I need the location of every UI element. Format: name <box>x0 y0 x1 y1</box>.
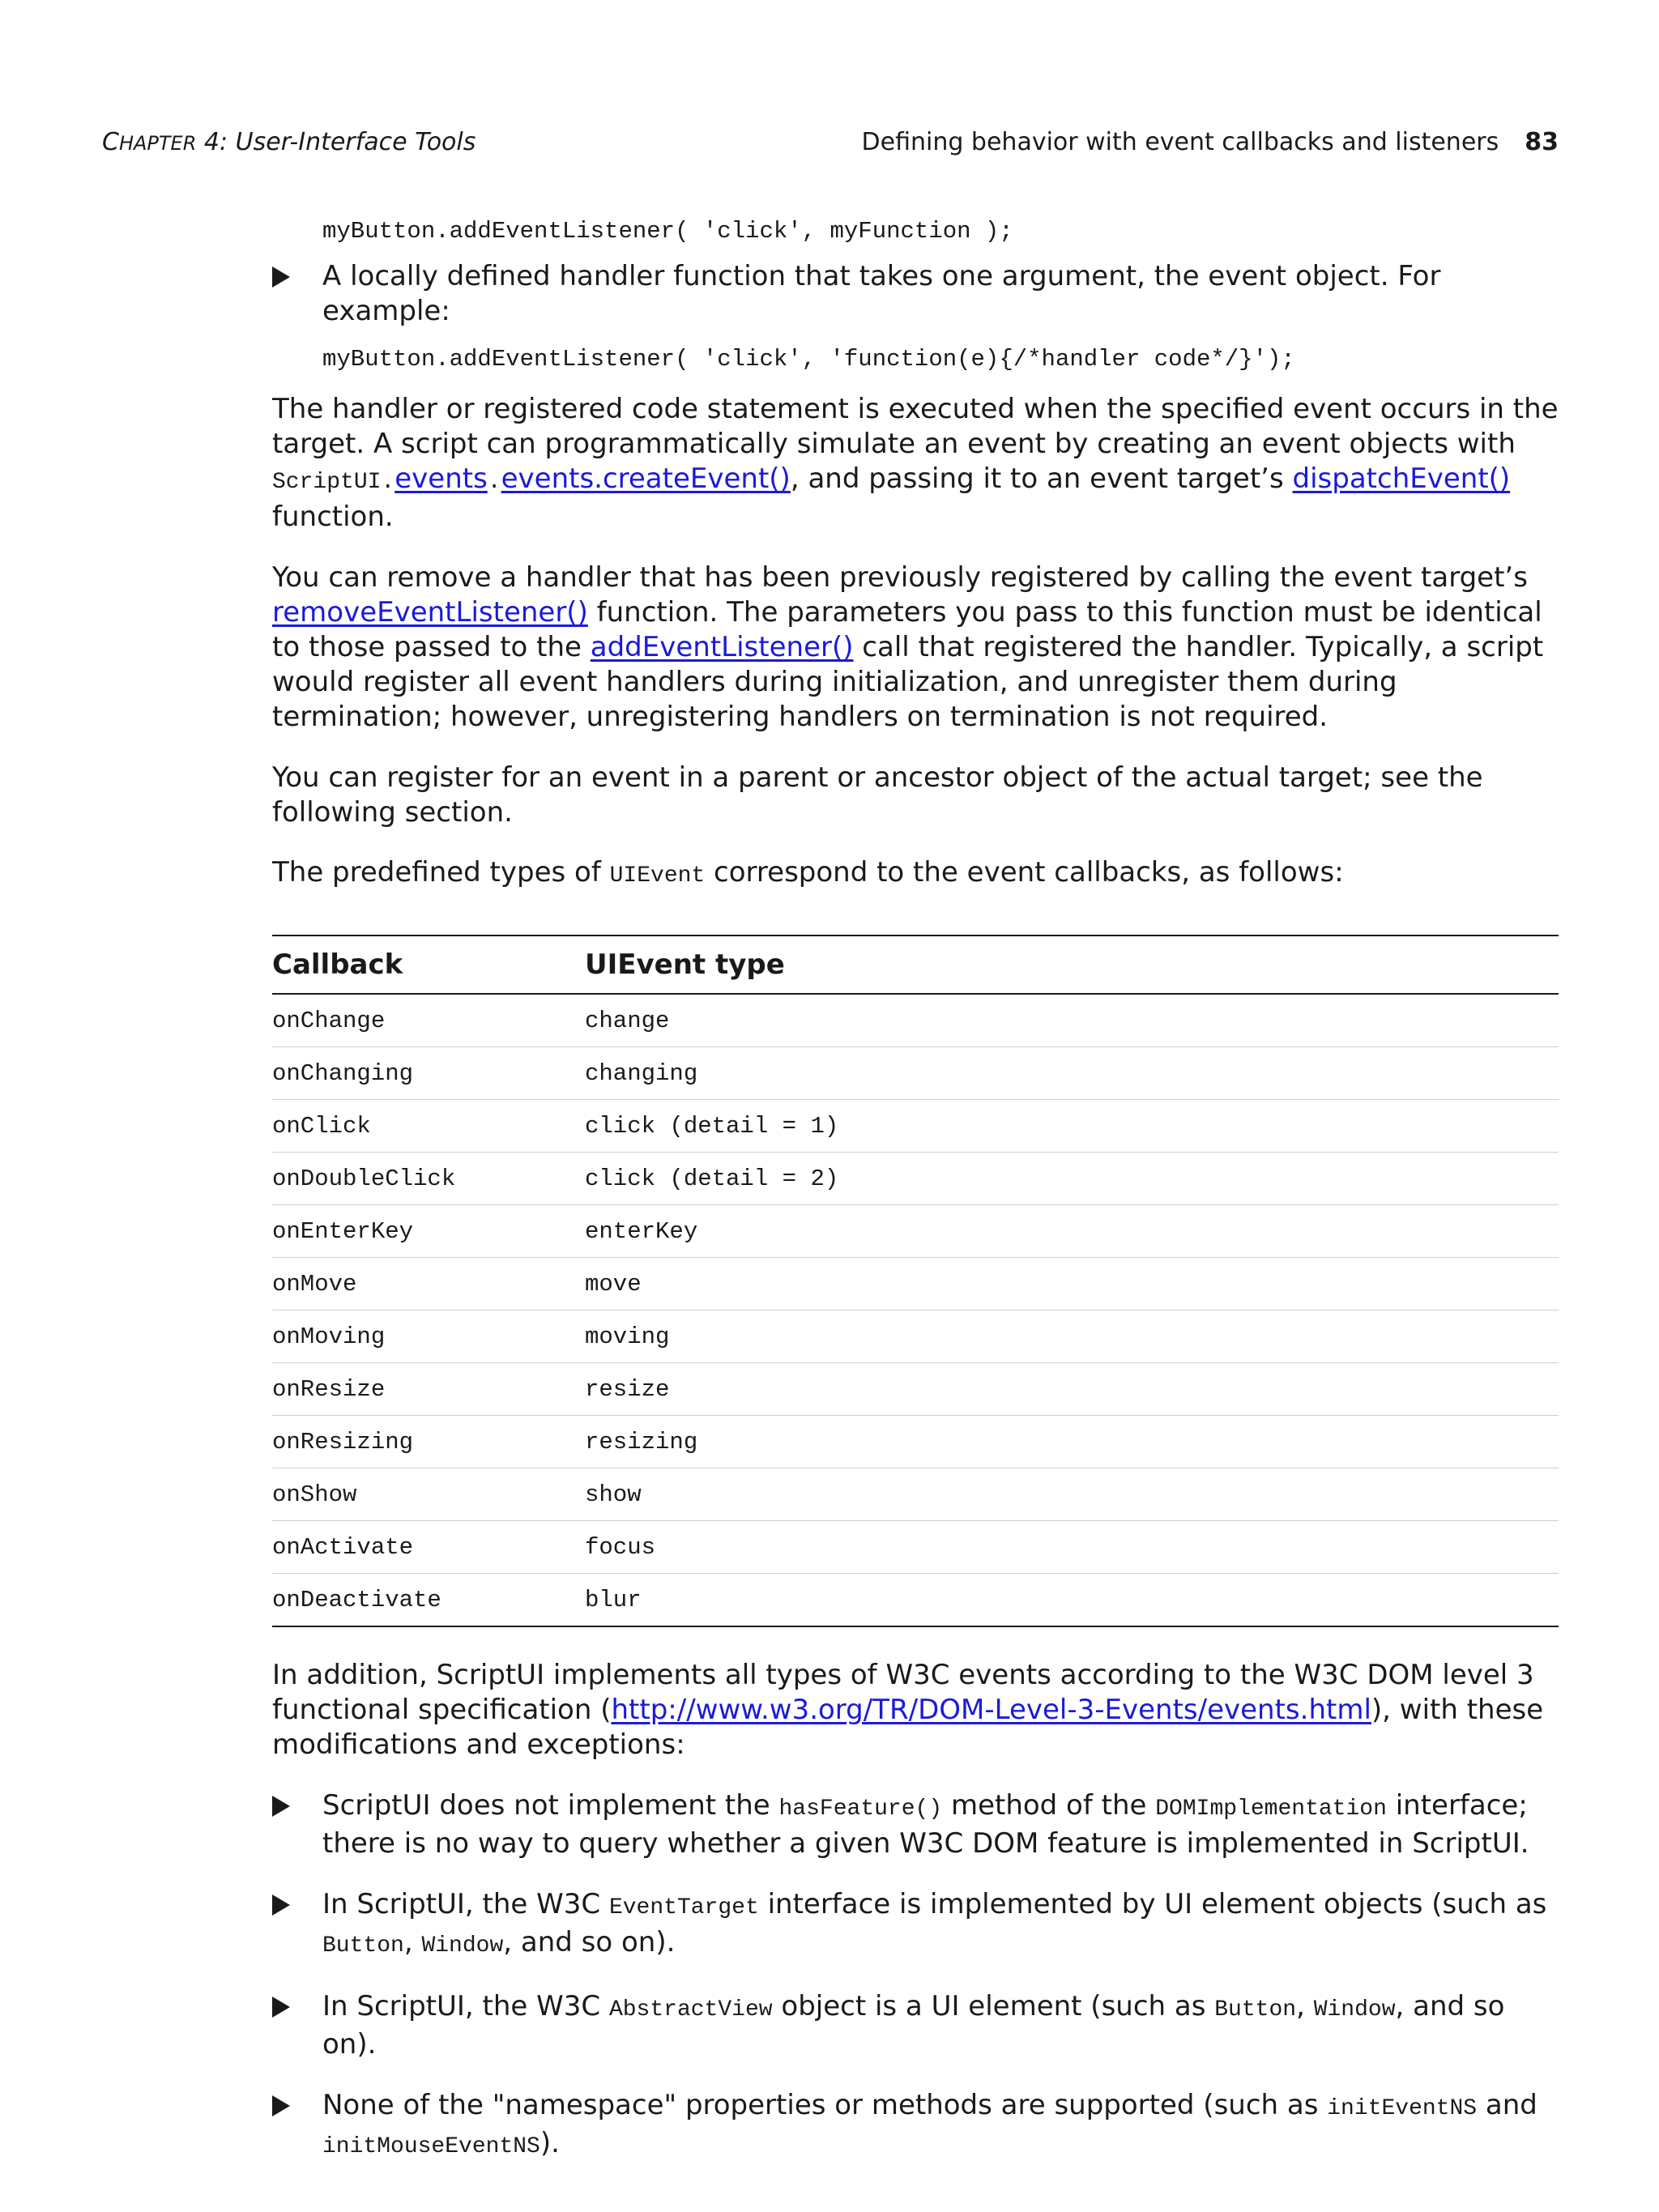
text: In addition, ScriptUI implements all types of W3C events according to the W3C DOM level 3 functional specification ( <box>272 1659 1534 1726</box>
paragraph-w3c <box>272 1658 1559 1762</box>
inline-code: ScriptUI <box>272 470 382 495</box>
inline-code-dot: . <box>487 470 501 495</box>
chapter-small-caps: HAPTER <box>118 132 197 155</box>
bullet-triangle-icon <box>272 1997 290 2018</box>
text: interface; there is no way to query whether a given W3C DOM feature is implemented in ScriptUI. <box>322 1789 1529 1860</box>
table-row <box>272 1311 1559 1363</box>
callback-cell: onChanging <box>272 1047 585 1100</box>
text: function. <box>272 501 394 533</box>
chapter-rest: 4: User-Interface Tools <box>196 128 476 156</box>
text: , <box>1296 1990 1314 2022</box>
table-row <box>272 994 1559 1047</box>
text: correspond to the event callbacks, as follows: <box>705 856 1344 889</box>
event-type-cell: show <box>585 1468 1559 1521</box>
header-right <box>862 128 1559 156</box>
create-event-link[interactable]: events.createEvent() <box>501 462 791 495</box>
event-type-cell: click (detail = 2) <box>585 1153 1559 1205</box>
text: object is a UI element (such as <box>772 1990 1215 2022</box>
text: ), with these modifications and exceptions: <box>272 1694 1544 1761</box>
callback-cell: onShow <box>272 1468 585 1521</box>
text: In ScriptUI, the W3C <box>322 1888 609 1920</box>
chapter-title <box>102 128 476 156</box>
table-row <box>272 1521 1559 1574</box>
event-type-cell: changing <box>585 1047 1559 1100</box>
bullet-item <box>272 1788 1559 1861</box>
inline-code: AbstractView <box>608 1997 773 2022</box>
text: method of the <box>942 1789 1156 1822</box>
paragraph-remove <box>272 560 1559 735</box>
event-type-cell: resizing <box>585 1416 1559 1468</box>
paragraph-handler <box>272 392 1559 535</box>
paragraph-register: You can register for an event in a parent or ancestor object of the actual target; see the following section. <box>272 761 1483 829</box>
callback-cell: onActivate <box>272 1521 585 1574</box>
inline-code: DOMImplementation <box>1155 1796 1387 1822</box>
inline-code: hasFeature() <box>778 1796 943 1822</box>
text: In ScriptUI, the W3C <box>322 1990 609 2022</box>
callback-cell: onMove <box>272 1258 585 1311</box>
bullet-item <box>272 1989 1559 2062</box>
inline-code: initEventNS <box>1327 2096 1478 2121</box>
callback-cell: onChange <box>272 994 585 1047</box>
event-type-cell: focus <box>585 1521 1559 1574</box>
event-type-cell: change <box>585 994 1559 1047</box>
paragraph-predefined <box>272 855 1559 893</box>
text: call that registered the handler. Typically, a script would register all event handlers during initialization, and unregister them during termination; however, unregistering handlers on termination is not required. <box>272 631 1544 733</box>
callback-cell: onClick <box>272 1100 585 1153</box>
page-number: 83 <box>1525 128 1559 156</box>
table-row <box>272 1153 1559 1205</box>
callback-cell: onEnterKey <box>272 1205 585 1258</box>
table-row <box>272 1416 1559 1468</box>
inline-code: Window <box>1313 1997 1396 2022</box>
text: and <box>1477 2089 1537 2121</box>
bullet-triangle-icon <box>272 2095 290 2116</box>
main-content <box>272 211 1559 2164</box>
inline-code-dot: . <box>381 470 395 495</box>
remove-event-listener-link[interactable]: removeEventListener() <box>272 596 588 629</box>
callback-cell: onDeactivate <box>272 1586 441 1613</box>
bullet-item <box>272 259 1559 329</box>
bullet-triangle-icon <box>272 266 290 288</box>
bullet-item <box>272 2088 1559 2164</box>
inline-code: Button <box>1214 1997 1297 2022</box>
text: , and passing it to an event target’s <box>790 462 1293 495</box>
table-row <box>272 1468 1559 1521</box>
column-header-callback: Callback <box>272 936 585 994</box>
column-header-uievent-type: UIEvent type <box>585 936 1559 994</box>
bullet-triangle-icon <box>272 1894 290 1916</box>
text: , and so on). <box>322 1990 1505 2061</box>
inline-code: UIEvent <box>609 863 706 889</box>
table-row <box>272 1205 1559 1258</box>
w3c-spec-link[interactable]: http://www.w3.org/TR/DOM-Level-3-Events/events.html <box>611 1694 1371 1726</box>
text: None of the "namespace" properties or methods are supported (such as <box>322 2089 1328 2121</box>
text: , and so on). <box>503 1926 676 1958</box>
bullet-item <box>272 1887 1559 1963</box>
callback-cell: onResizing <box>272 1416 585 1468</box>
events-link[interactable]: events <box>394 462 488 495</box>
text: You can remove a handler that has been previously registered by calling the event target’s <box>272 561 1528 594</box>
code-example-1: myButton.addEventListener( 'click', myFunction ); <box>322 218 1013 245</box>
chapter-prefix: C <box>102 128 119 156</box>
dispatch-event-link[interactable]: dispatchEvent() <box>1292 462 1511 495</box>
code-example-2: myButton.addEventListener( 'click', 'function(e){/*handler code*/}'); <box>322 346 1295 373</box>
callback-cell: onResize <box>272 1363 585 1416</box>
event-type-cell: blur <box>585 1586 642 1613</box>
page-header <box>102 128 1559 160</box>
text: The predefined types of <box>272 856 610 889</box>
table-header-row <box>272 936 1559 994</box>
bullet-text: A locally defined handler function that takes one argument, the event object. For example: <box>322 260 1441 327</box>
table-row <box>272 1363 1559 1416</box>
text: The handler or registered code statement is executed when the specified event occurs in the target. A script can programmatically simulate an event by creating an event objects with <box>272 393 1559 460</box>
event-type-cell: resize <box>585 1363 1559 1416</box>
event-type-cell: enterKey <box>585 1205 1559 1258</box>
table-row <box>272 1100 1559 1153</box>
inline-code: initMouseEventNS <box>322 2134 540 2159</box>
text: ScriptUI does not implement the <box>322 1789 779 1822</box>
table-row <box>272 1047 1559 1100</box>
callback-cell: onMoving <box>272 1311 585 1363</box>
text: interface is implemented by UI element objects (such as <box>758 1888 1547 1920</box>
text: , <box>403 1926 422 1958</box>
text: function. The parameters you pass to this function must be identical to those passed to the <box>272 596 1542 663</box>
callback-table <box>272 935 1559 1627</box>
callback-cell: onDoubleClick <box>272 1153 585 1205</box>
event-type-cell: move <box>585 1258 1559 1311</box>
text: ). <box>539 2127 560 2159</box>
event-type-cell: moving <box>585 1311 1559 1363</box>
add-event-listener-link[interactable]: addEventListener() <box>590 631 854 663</box>
bullet-triangle-icon <box>272 1796 290 1817</box>
inline-code: EventTarget <box>608 1895 759 1920</box>
inline-code: Button <box>322 1933 404 1958</box>
table-row <box>272 1258 1559 1311</box>
inline-code: Window <box>421 1933 504 1958</box>
table-row <box>272 1574 1559 1627</box>
section-title: Defining behavior with event callbacks and listeners <box>861 128 1499 156</box>
event-type-cell: click (detail = 1) <box>585 1100 1559 1153</box>
